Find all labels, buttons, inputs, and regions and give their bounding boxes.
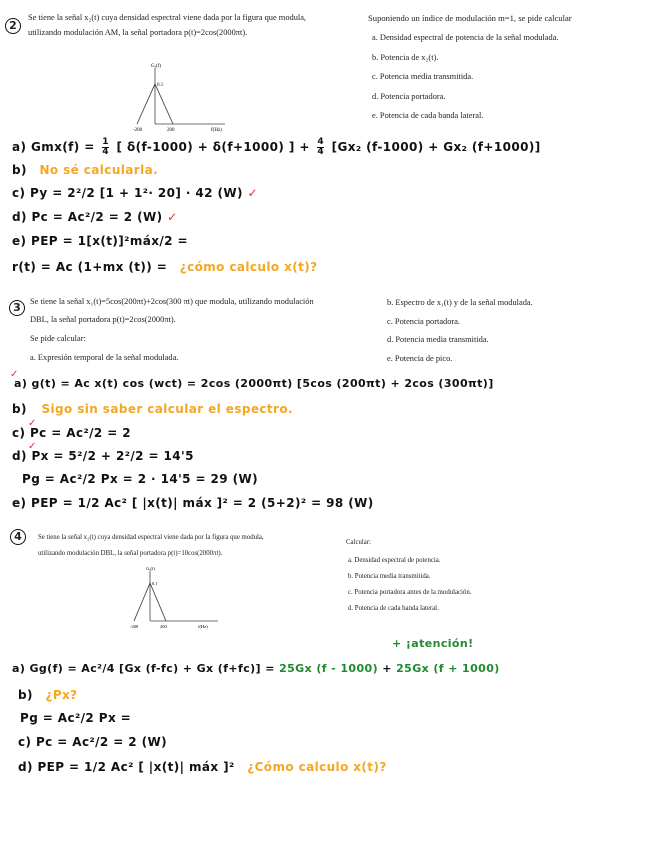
answer-3a [10,369,494,390]
question-item: c. Potencia media transmitida. [372,72,474,81]
answer-text: c) Pc = Ac²/2 = 2 [12,426,132,440]
check-mark: ✓ [247,186,258,200]
numerator: 4 [317,137,325,147]
graph-tick-pos: 200 [167,128,175,133]
question-item: e. Potencia de pico. [387,353,453,363]
question-item: b. Potencia media transmitida. [348,573,431,580]
question-item: a. Expresión temporal de la señal modulada. [30,353,179,362]
problem-3-questions [387,294,652,368]
answer-label: b) [12,163,27,177]
answer-note: ¿cómo calculo x(t)? [179,260,318,274]
answer-green-term: 25Gx (f + 1000) [396,662,500,675]
problem-4-questions [346,536,646,617]
statement-ask: Calcular: [346,539,371,546]
problem-3-statement [30,294,385,365]
answer-note: ¿Px? [45,688,78,702]
answer-3e: e) PEP = 1/2 Ac² [ |x(t)| máx ]² = 2 (5+2)² = 98 (W) [12,496,374,510]
answer-note: Sigo sin saber calcular el espectro. [41,402,293,416]
questions-intro: Suponiendo un índice de modulación m=1, se pide calcular [368,13,572,23]
graph-tick-neg: -200 [130,624,139,629]
answer-text: + [382,662,392,675]
answer-text: a) Gg(f) = Ac²/4 [Gx (f-fc) + Gx (f+fc)] = [12,662,275,675]
graph-peak-label: 0.1 [157,83,164,88]
answer-text: a) g(t) = Ac x(t) cos (wct) = 2cos (2000πt) [5cos (200πt) + 2cos (300πt)] [14,377,494,390]
answer-2b [12,163,158,177]
answer-4a [12,662,500,675]
graph-ylabel: Gₓ(f) [146,566,156,571]
answer-4c: c) Pc = Ac²/2 = 2 (W) [18,735,168,749]
answer-note: ¿Cómo calculo x(t)? [247,760,387,774]
answer-label: b) [18,688,33,702]
attention-note: + ¡atención! [392,637,474,650]
question-item: d. Potencia media transmitida. [387,335,489,344]
answer-2a [12,138,541,157]
answer-text: [Gx₂ (f-1000) + Gx₂ (f+1000)] [331,140,541,154]
answer-3d [12,441,194,463]
problem-4-statement [38,531,348,560]
answer-text: d) Pc = Ac²/2 = 2 (W) [12,210,163,224]
check-mark: ✓ [10,369,19,380]
question-item: b. Potencia de x₂(t). [372,52,439,62]
problem-2-statement [28,10,368,40]
denominator: 4 [317,147,325,157]
check-mark: ✓ [167,210,178,224]
check-mark: ✓ [28,441,37,452]
question-item: a. Densidad espectral de potencia. [348,557,441,564]
spectral-density-graph [125,62,235,134]
answer-note: No sé calcularla. [39,163,159,177]
problem-2-number: 2 [5,18,21,34]
statement-line: Se tiene la señal x₁(t)=5cos(200πt)+2cos(300 πt) que modula, utilizando modulación [30,297,314,306]
graph-xlabel: f(Hz) [198,624,208,629]
answer-2e: e) PEP = 1[x(t)]²máx/2 = [12,234,188,248]
statement-line: Se tiene la señal x₂(t) cuya densidad espectral viene dada por la figura que modula, [28,13,307,22]
answer-label: b) [12,402,27,416]
answer-text: r(t) = Ac (1+mx (t)) = [12,260,168,274]
question-item: a. Densidad espectral de potencia de la señal modulada. [372,33,559,42]
answer-text: d) PEP = 1/2 Ac² [ |x(t)| máx ]² [18,760,235,774]
answer-3c [12,418,132,440]
statement-line: Se tiene la señal x₂(t) cuya densidad espectral viene dada por la figura que modula, [38,534,264,541]
answer-2f [12,260,318,274]
graph-ylabel: Gₓ(f) [151,64,162,69]
answer-3-pg: Pg = Ac²/2 Px = 2 · 14'5 = 29 (W) [22,472,258,486]
statement-line: utilizando modulación DBL, la señal portadora p(t)=10cos(2000πt). [38,550,223,557]
statement-line: utilizando modulación AM, la señal portadora p(t)=2cos(2000πt). [28,28,248,37]
statement-ask: Se pide calcular: [30,334,86,343]
answer-text: [ δ(f-1000) + δ(f+1000) ] + [116,140,310,154]
question-item: c. Potencia portadora antes de la modulación. [348,589,472,596]
problem-3-number: 3 [9,300,25,316]
fraction [317,138,324,157]
answer-2c [12,186,258,200]
question-item: b. Espectro de x₁(t) y de la señal modulada. [387,298,533,307]
graph-xlabel: f(Hz) [211,128,222,133]
answer-4b [18,688,78,702]
question-item: d. Potencia de cada banda lateral. [348,605,439,612]
answer-green-term: 25Gx (f - 1000) [279,662,379,675]
statement-line: DBL, la señal portadora p(t)=2cos(2000πt). [30,315,176,324]
denominator: 4 [102,147,109,157]
answer-4d [18,760,387,774]
check-mark: ✓ [28,418,37,429]
answer-2d [12,210,178,224]
answer-4-pg: Pg = Ac²/2 Px = [20,711,132,725]
fraction [102,138,109,157]
numerator: 1 [102,137,109,147]
spectral-density-graph [118,565,228,631]
question-item: c. Potencia portadora. [387,316,461,326]
answer-3b [12,402,293,416]
graph-peak-label: 0.1 [152,581,158,586]
question-item: d. Potencia portadora. [372,91,446,101]
answer-text: d) Px = 5²/2 + 2²/2 = 14'5 [12,449,194,463]
graph-tick-neg: -200 [133,128,143,133]
answer-text: a) Gmx(f) = [12,140,95,154]
graph-tick-pos: 200 [160,624,167,629]
problem-2-questions [368,11,653,126]
problem-4-number: 4 [10,529,26,545]
question-item: e. Potencia de cada banda lateral. [372,111,484,120]
answer-text: c) Py = 2²/2 [1 + 1²· 20] · 42 (W) [12,186,243,200]
